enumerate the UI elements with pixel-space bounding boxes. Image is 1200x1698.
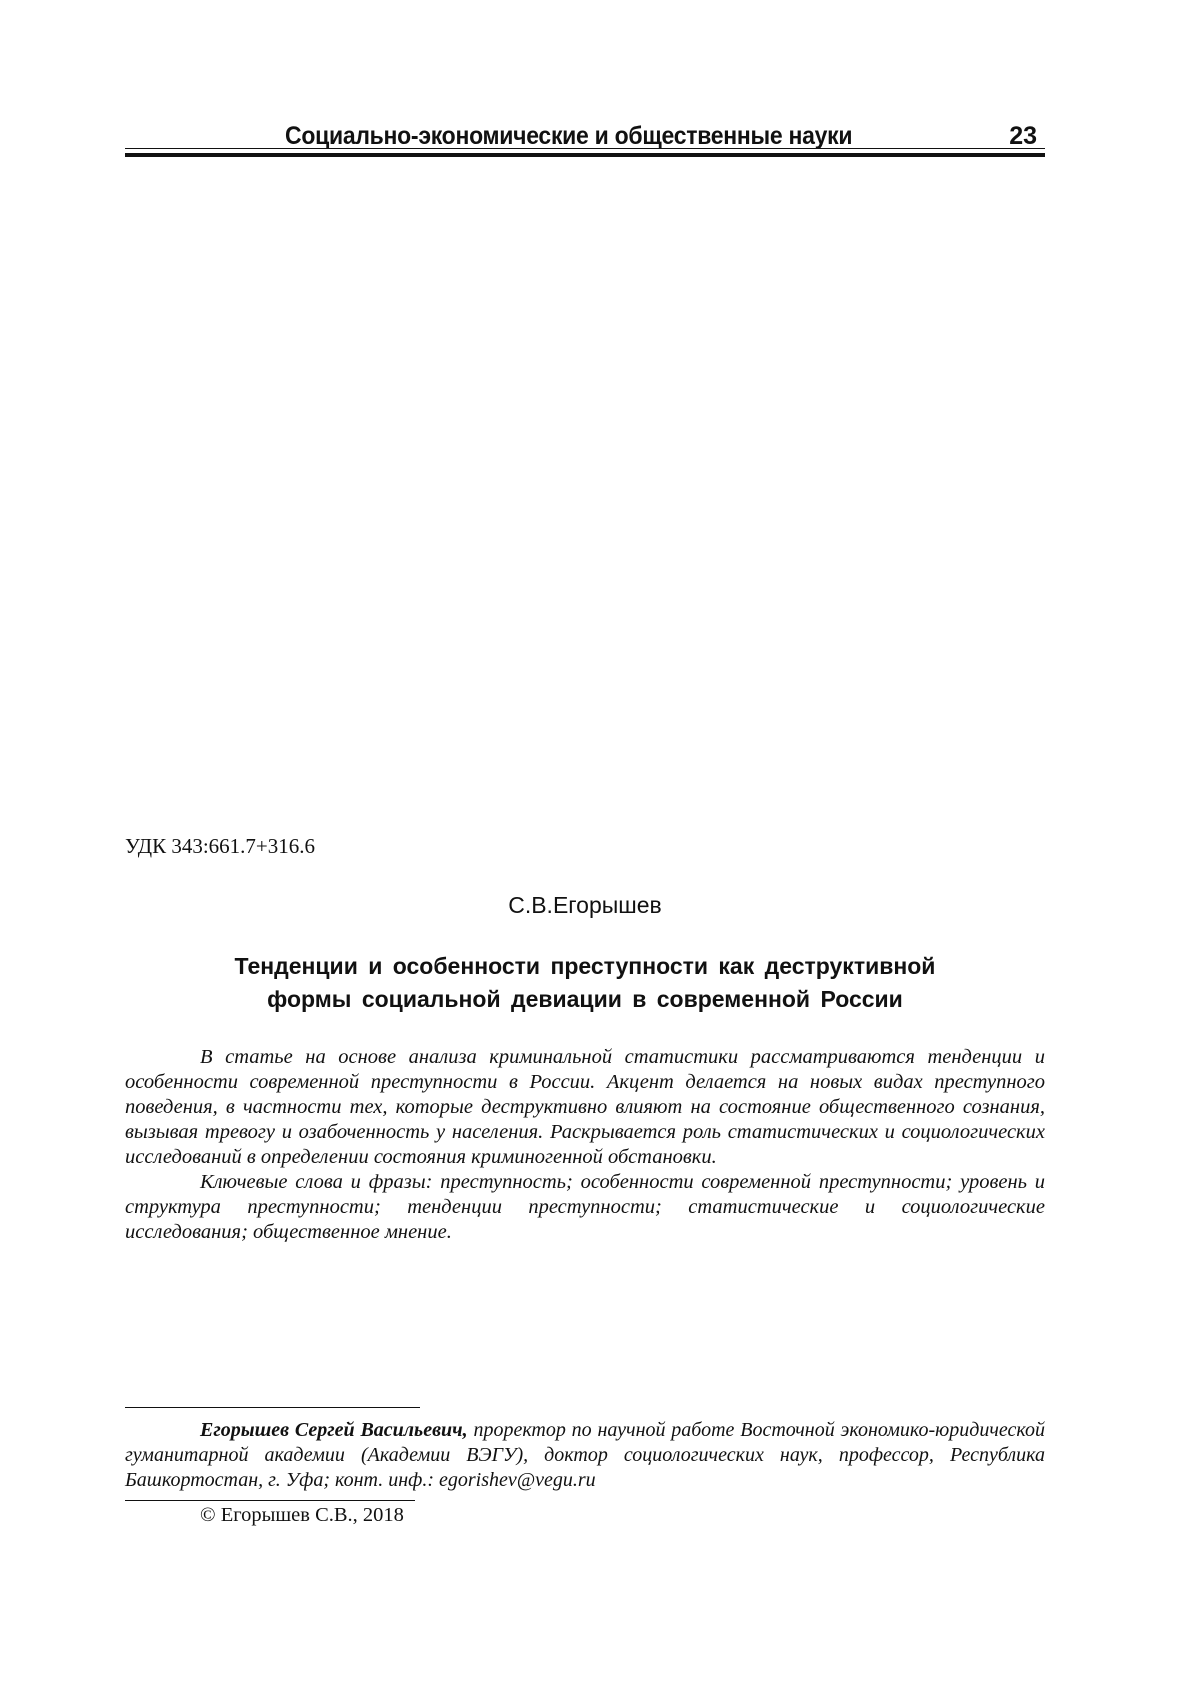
- header-rule-thick: [125, 153, 1045, 157]
- author-name: С.В.Егорышев: [508, 892, 662, 918]
- article-title: [125, 950, 1045, 1016]
- article-title-line-2: формы социальной девиации в современной России: [267, 986, 903, 1012]
- keywords-text: Ключевые слова и фразы: преступность; особенности современной преступности; уровень и структура преступности; тенденции преступности; статистические и социологические исследования; общественное мнение.: [125, 1171, 1045, 1243]
- abstract-block: [125, 1045, 1045, 1245]
- header-rule-thin: [125, 148, 1045, 149]
- footnote-author-info: проректор по научной работе Восточной экономико-юридической гуманитарной академии (Академии ВЭГУ), доктор социологических наук, профессор, Республика Башкортостан, г. Уфа; конт. инф.: egorishev@vegu.ru: [125, 1419, 1045, 1491]
- page-number: 23: [1009, 122, 1037, 150]
- author-footnote: [125, 1418, 1045, 1493]
- footnote-author-name: Егорышев Сергей Васильевич,: [200, 1419, 468, 1441]
- udk-code: УДК 343:661.7+316.6: [125, 834, 316, 858]
- journal-section-title: Социально-экономические и общественные науки: [285, 122, 853, 150]
- running-header: [125, 112, 1045, 158]
- article-title-line-1: Тенденции и особенности преступности как деструктивной: [234, 953, 936, 979]
- footnote-rule: [125, 1407, 420, 1408]
- copyright-line: © Егорышев С.В., 2018: [200, 1504, 404, 1526]
- copyright-rule: [125, 1500, 415, 1501]
- abstract-text: В статье на основе анализа криминальной статистики рассматриваются тенденции и особенности современной преступности в России. Акцент делается на новых видах преступного поведения, в частности тех, которые деструктивно влияют на состояние общественного сознания, вызывая тревогу и озабоченность у населения. Раскрывается роль статистических и социологических исследований в определении состояния криминогенной обстановки.: [125, 1046, 1045, 1168]
